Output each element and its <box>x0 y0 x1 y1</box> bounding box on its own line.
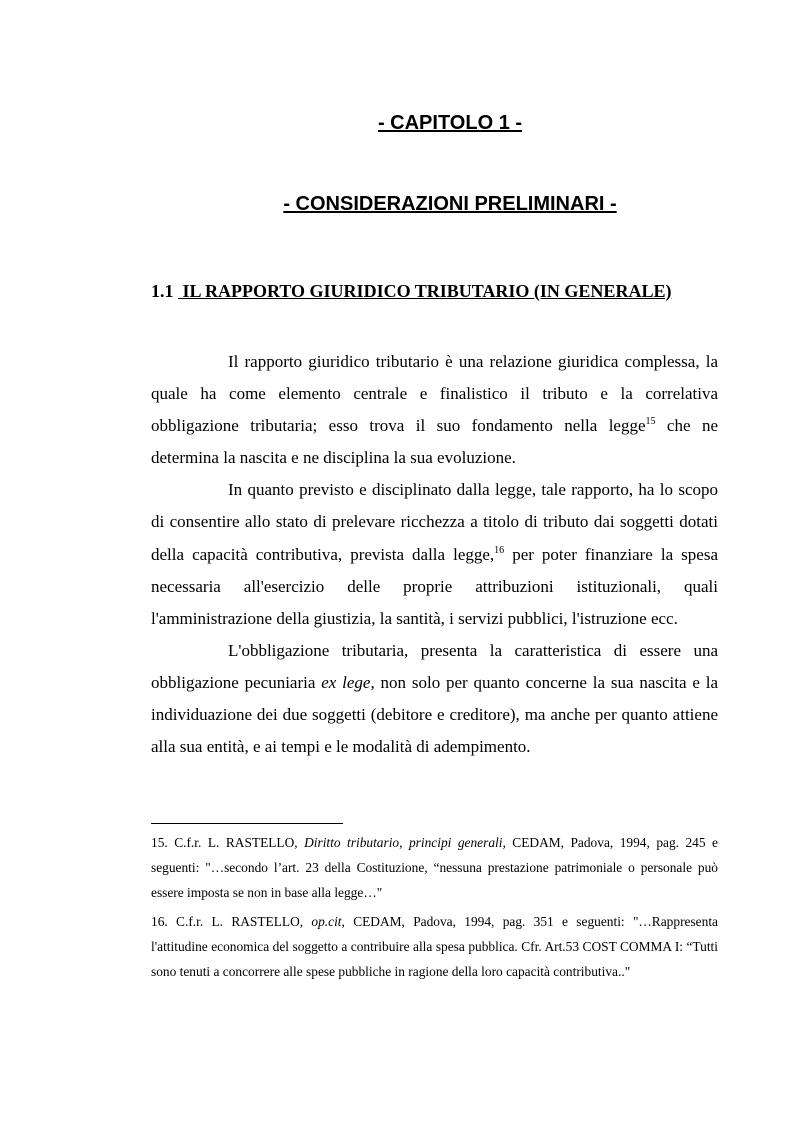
chapter-subtitle: - CONSIDERAZIONI PRELIMINARI - <box>283 193 617 215</box>
footnote-ref[interactable]: 16 <box>494 544 505 556</box>
body-text <box>151 346 718 763</box>
footnotes <box>151 830 718 984</box>
footnote-15: 15. C.f.r. L. RASTELLO, Diritto tributario, principi generali, CEDAM, Padova, 1994, pag. 245 e seguenti: "…secondo l’art. 23 della Costituzione, “nessuna prestazione patrimoniale o personale può essere imposta se non in base alla legge…" <box>151 835 718 901</box>
chapter-title: - CAPITOLO 1 - <box>377 112 523 134</box>
section-heading <box>151 281 711 302</box>
section-number: 1.1 <box>151 281 174 301</box>
footnote-16: 16. C.f.r. L. RASTELLO, op.cit, CEDAM, Padova, 1994, pag. 351 e seguenti: "…Rappresenta l'attitudine economica del soggetto a contribuire alla spesa pubblica. Cfr. Art.53 COST COMMA I: “Tutti sono tenuti a concorrere alle spese pubbliche in ragione della loro capacità contributiva.." <box>151 913 718 980</box>
paragraph: Il rapporto giuridico tributario è una relazione giuridica complessa, la quale ha come elemento centrale e finalistico il tributo e la correlativa obbligazione tributaria; esso trova il suo fondamento nella legge$^{15}$ che ne determina la nascita e ne disciplina la sua evoluzione. <box>151 352 718 468</box>
paragraph: In quanto previsto e disciplinato dalla legge, tale rapporto, ha lo scopo di consentire allo stato di prelevare ricchezza a titolo di tributo dai soggetti dotati della capacità contributiva, prevista dalla legge,$^{16}$ per poter finanziare la spesa necessaria all'esercizio delle proprie attribuzioni istituzionali, quali l'amministrazione della giustizia, la santità, i servizi pubblici, l'istruzione ecc. <box>151 480 718 628</box>
section-title: IL RAPPORTO GIURIDICO TRIBUTARIO (IN GENERALE) <box>182 281 672 301</box>
footnote-ref[interactable]: 15 <box>645 416 656 428</box>
footnote-separator <box>151 823 343 824</box>
paragraph: L'obbligazione tributaria, presenta la caratteristica di essere una obbligazione pecuniaria ex lege, non solo per quanto concerne la sua nascita e la individuazione dei due soggetti (debitore e creditore), ma anche per quanto attiene alla sua entità, e ai tempi e le modalità di adempimento. <box>151 640 718 757</box>
